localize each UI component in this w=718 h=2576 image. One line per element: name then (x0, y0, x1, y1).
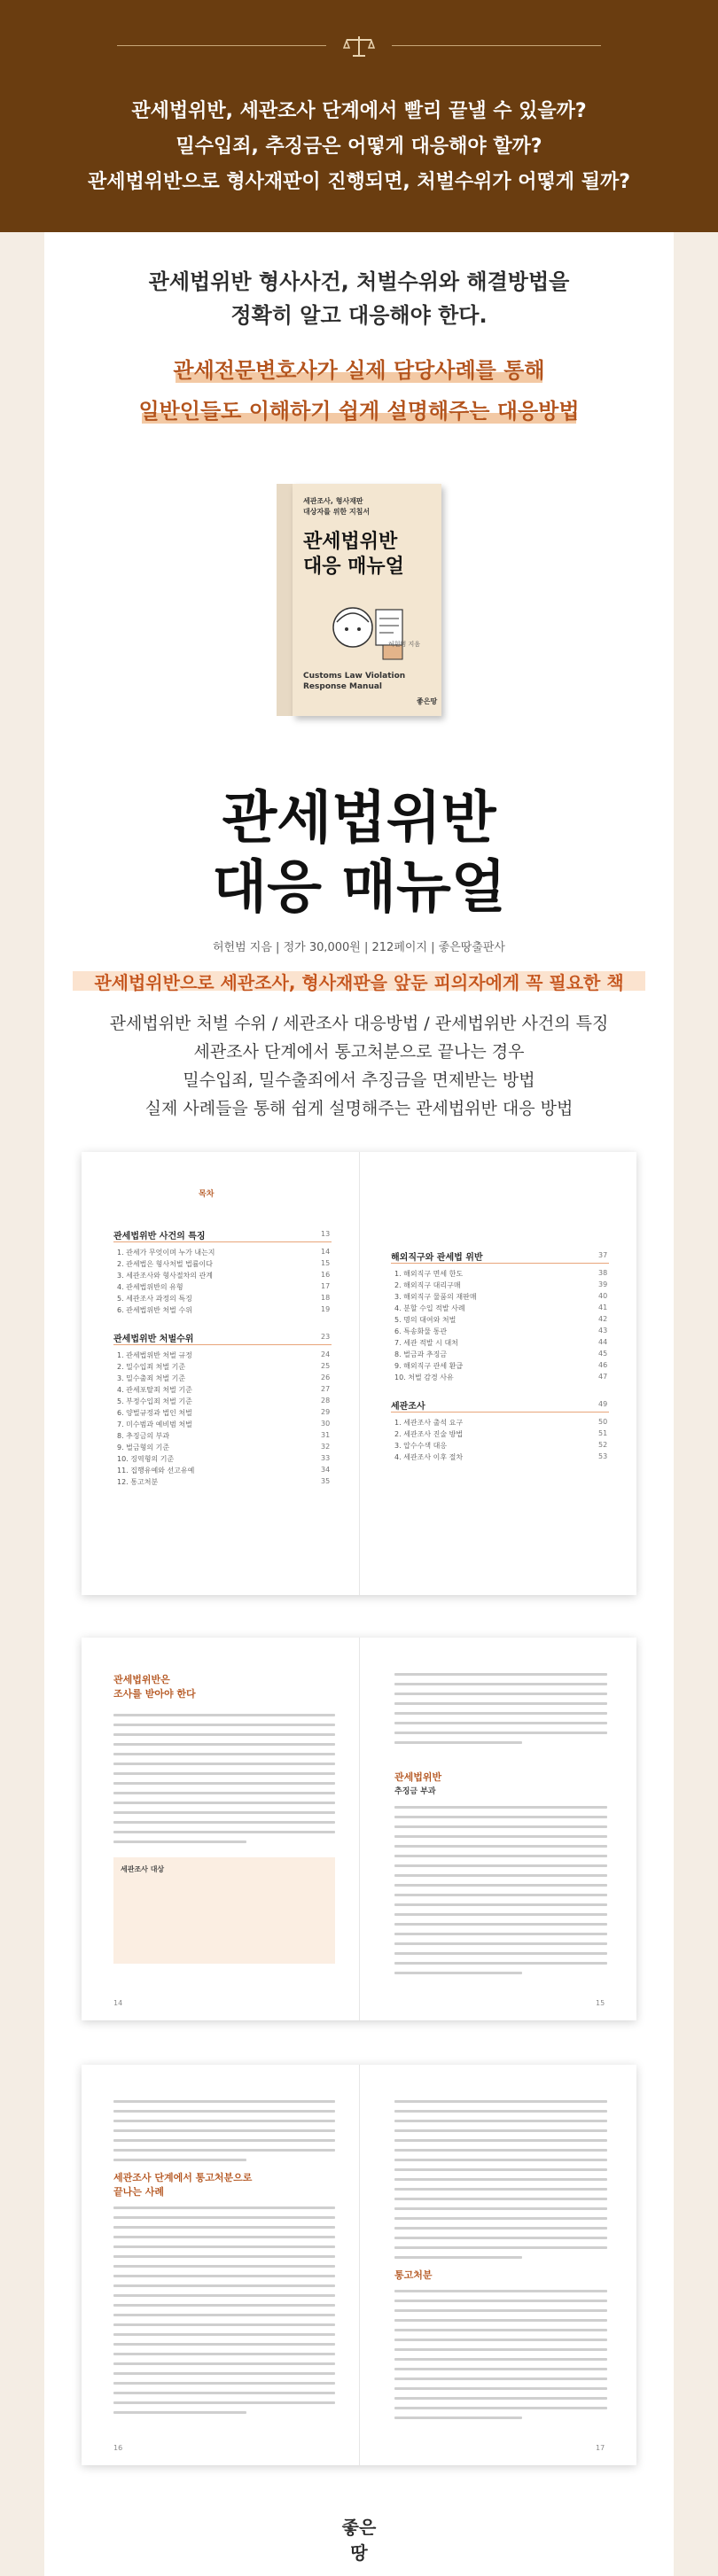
toc-rule (391, 1263, 609, 1264)
toc-section-title: 해외직구와 관세법 위반 (391, 1253, 483, 1263)
body-text-line (394, 2129, 607, 2132)
body-text-line (113, 2139, 335, 2142)
divider-left (117, 45, 326, 46)
body-text-line (113, 2110, 335, 2113)
body-text-line (113, 1831, 335, 1833)
spread2-right-title: 통고처분 (394, 2269, 433, 2281)
cover-illustration (319, 592, 417, 665)
body-text-line (394, 2300, 607, 2302)
toc-item: 6. 특송화물 통관 (394, 1327, 448, 1335)
body-text-line (394, 1874, 607, 1877)
body-text-line (113, 1841, 246, 1843)
toc-item-page: 33 (321, 1454, 331, 1462)
body-text-line (113, 1714, 335, 1716)
scales-icon (342, 34, 376, 58)
spread2-left-page-num: 16 (113, 2444, 123, 2452)
body-text-line (113, 2120, 335, 2122)
body-text-line (113, 2323, 335, 2326)
toc-item: 6. 양벌규정과 법인 처벌 (117, 1409, 192, 1417)
toc-item: 1. 관세가 무엇이며 누가 내는지 (117, 1249, 215, 1257)
body-text-line (394, 1722, 607, 1724)
body-text-line (394, 1741, 522, 1744)
toc-item-page: 18 (321, 1294, 331, 1302)
toc-item-page: 35 (321, 1477, 331, 1485)
body-text-line (394, 2348, 607, 2351)
toc-item: 2. 밀수입죄 처벌 기준 (117, 1363, 186, 1371)
toc-item: 3. 압수수색 대응 (394, 1442, 448, 1450)
body-text-line (394, 1903, 607, 1906)
body-text-line (113, 1772, 335, 1775)
body-text-line (394, 2416, 522, 2419)
toc-item-page: 32 (321, 1443, 331, 1451)
hero-banner (0, 0, 718, 232)
toc-item: 2. 해외직구 대리구매 (394, 1281, 461, 1289)
toc-item: 8. 벌금과 추징금 (394, 1350, 448, 1358)
toc-item-page: 41 (598, 1304, 608, 1311)
body-text-line (394, 2339, 607, 2341)
toc-item-page: 42 (598, 1315, 608, 1323)
body-text-line (113, 1753, 335, 1755)
spread1-left-page-num: 14 (113, 1999, 123, 2007)
body-text-line (113, 2362, 335, 2365)
body-spread-2 (82, 2065, 636, 2465)
toc-section-page: 49 (598, 1400, 608, 1408)
toc-item: 8. 추징금의 부과 (117, 1432, 170, 1440)
toc-item-page: 30 (321, 1420, 331, 1428)
toc-section-title: 관세법위반 사건의 특징 (113, 1232, 206, 1241)
body-text-line (113, 2100, 335, 2103)
toc-item-page: 27 (321, 1385, 331, 1393)
toc-item: 12. 통고처분 (117, 1478, 159, 1486)
toc-item: 3. 해외직구 물품의 재판매 (394, 1293, 477, 1301)
toc-item-page: 24 (321, 1350, 331, 1358)
intro-line-1: 관세법위반 형사사건, 처벌수위와 해결방법을 (148, 269, 570, 294)
intro-line-2: 정확히 알고 대응해야 한다. (230, 303, 488, 328)
body-text-line (394, 2168, 607, 2171)
toc-item: 4. 세관조사 이후 절차 (394, 1453, 464, 1461)
feature-4: 실제 사례들을 통해 쉽게 설명해주는 관세법위반 대응 방법 (144, 1099, 574, 1118)
toc-item: 9. 벌금형의 기준 (117, 1444, 170, 1451)
toc-item: 4. 분할 수입 적발 사례 (394, 1304, 465, 1312)
toc-item-page: 25 (321, 1362, 331, 1370)
hero-question-1: 관세법위반, 세관조사 단계에서 빨리 끝낼 수 있을까? (131, 100, 587, 122)
body-text-line (394, 1972, 522, 1974)
toc-item-page: 16 (321, 1271, 331, 1279)
toc-item: 6. 관세법위반 처벌 수위 (117, 1306, 192, 1314)
body-text-line (113, 2333, 335, 2336)
body-text-line (394, 1673, 607, 1676)
body-text-line (113, 2149, 335, 2152)
body-text-line (113, 2284, 335, 2287)
body-text-line (394, 2159, 607, 2161)
body-text-line (394, 1952, 607, 1955)
toc-left-page (82, 1152, 359, 1595)
body-text-line (394, 2110, 607, 2113)
toc-item-page: 51 (598, 1429, 608, 1437)
body-text-line (394, 1816, 607, 1818)
body-text-line (113, 1733, 335, 1736)
body-text-line (394, 1693, 607, 1695)
body-text-line (113, 1724, 335, 1726)
toc-section-page: 23 (321, 1333, 331, 1341)
toc-item: 3. 밀수출죄 처벌 기준 (117, 1374, 186, 1382)
body-text-line (394, 2120, 607, 2122)
toc-item: 1. 세관조사 출석 요구 (394, 1419, 464, 1427)
toc-item: 11. 집행유예와 선고유예 (117, 1467, 195, 1475)
toc-rule (113, 1241, 332, 1242)
body-text-line (113, 1743, 335, 1746)
body-text-line (113, 2275, 335, 2277)
body-text-line (113, 2294, 335, 2297)
cover-publisher: 좋은땅 (417, 697, 438, 705)
toc-item-page: 26 (321, 1374, 331, 1381)
body-text-line (113, 2265, 335, 2268)
book-spine (277, 484, 293, 716)
toc-item-page: 29 (321, 1408, 331, 1416)
body-text-line (394, 1933, 607, 1935)
orange-line-1: 관세전문변호사가 실제 담당사례를 통해 (173, 358, 545, 383)
body-text-line (394, 2368, 607, 2370)
divider-right (392, 45, 601, 46)
body-text-line (113, 1821, 335, 1824)
toc-item-page: 31 (321, 1431, 331, 1439)
body-text-line (113, 2343, 335, 2346)
feature-3: 밀수입죄, 밀수출죄에서 추징금을 면제받는 방법 (183, 1070, 535, 1090)
toc-item-page: 14 (321, 1248, 331, 1256)
toc-item-page: 46 (598, 1361, 608, 1369)
body-text-line (394, 2207, 607, 2210)
body-text-line (113, 1811, 335, 1814)
toc-item-page: 53 (598, 1452, 608, 1460)
body-text-line (113, 2401, 335, 2404)
toc-item: 3. 세관조사와 형사절차의 관계 (117, 1272, 213, 1280)
body-text-line (394, 2217, 607, 2220)
hero-question-2: 밀수입죄, 추징금은 어떻게 대응해야 할까? (176, 136, 542, 158)
toc-item: 1. 관세법위반 처벌 규정 (117, 1351, 192, 1359)
toc-item-page: 52 (598, 1441, 608, 1449)
cover-top-text-1: 세관조사, 형사재판 (303, 497, 363, 505)
body-text-line (113, 2206, 335, 2209)
publisher-logo: 좋은땅 (341, 2517, 377, 2564)
feature-2: 세관조사 단계에서 통고처분으로 끝나는 경우 (193, 1042, 525, 1062)
toc-item: 5. 세관조사 과정의 특징 (117, 1295, 192, 1303)
toc-item: 10. 처벌 감경 사유 (394, 1374, 454, 1381)
body-text-line (113, 1782, 335, 1785)
toc-item: 9. 해외직구 관세 환급 (394, 1362, 464, 1370)
body-text-line (394, 1962, 607, 1965)
body-text-line (113, 2392, 335, 2394)
toc-item: 7. 세관 적발 시 대처 (394, 1339, 458, 1347)
toc-item-page: 15 (321, 1259, 331, 1267)
spread1-note-box (113, 1857, 335, 1964)
spread-gutter (359, 2065, 360, 2465)
toc-item-page: 34 (321, 1466, 331, 1474)
body-text-line (113, 2226, 335, 2229)
toc-item-page: 45 (598, 1350, 608, 1358)
body-text-line (394, 2188, 607, 2191)
body-text-line (394, 1923, 607, 1926)
body-text-line (394, 2198, 607, 2200)
toc-item-page: 50 (598, 1418, 608, 1426)
toc-item-page: 44 (598, 1338, 608, 1346)
body-text-line (113, 2236, 335, 2238)
body-text-line (394, 1913, 607, 1916)
body-text-line (394, 2256, 522, 2259)
toc-item-page: 38 (598, 1269, 608, 1277)
body-text-line (394, 2100, 607, 2103)
body-text-line (113, 2159, 246, 2161)
body-text-line (113, 2382, 335, 2385)
orange-line-2: 일반인들도 이해하기 쉽게 설명해주는 대응방법 (138, 399, 580, 424)
toc-section-page: 13 (321, 1230, 331, 1238)
spread1-note-title: 세관조사 대상 (121, 1865, 165, 1873)
toc-section-title: 관세법위반 처벌수위 (113, 1335, 194, 1344)
body-text-line (394, 2246, 607, 2249)
body-text-line (113, 1792, 335, 1794)
body-text-line (394, 1712, 607, 1715)
toc-item: 5. 명의 대여와 처벌 (394, 1316, 457, 1324)
body-text-line (113, 2353, 335, 2355)
book-title-line-2: 대응 매뉴얼 (212, 855, 506, 921)
body-text-line (394, 2178, 607, 2181)
body-text-line (113, 2304, 335, 2307)
hero-question-3: 관세법위반으로 형사재판이 진행되면, 처벌수위가 어떻게 될까? (88, 171, 630, 193)
spread1-right-subtitle: 추징금 부과 (394, 1787, 436, 1796)
body-text-line (394, 1894, 607, 1896)
toc-section-title: 세관조사 (391, 1402, 425, 1412)
toc-item: 4. 관세포탈죄 처벌 기준 (117, 1386, 192, 1394)
toc-spread (82, 1152, 636, 1595)
cover-en-1: Customs Law Violation (303, 672, 406, 681)
book-cover (277, 484, 441, 716)
body-text-line (394, 1806, 607, 1809)
body-text-line (394, 2227, 607, 2230)
toc-item: 2. 세관조사 진술 방법 (394, 1430, 464, 1438)
body-text-line (394, 1835, 607, 1838)
body-text-line (394, 1845, 607, 1848)
body-text-line (113, 2255, 335, 2258)
body-text-line (394, 2139, 607, 2142)
body-text-line (394, 2309, 607, 2312)
book-meta: 허헌범 지음 | 정가 30,000원 | 212페이지 | 좋은땅출판사 (213, 941, 505, 954)
body-text-line (394, 2407, 607, 2409)
toc-rule (391, 1412, 609, 1413)
cover-en-2: Response Manual (303, 682, 383, 691)
body-text-line (394, 2319, 607, 2322)
book-front (293, 484, 441, 716)
body-text-line (394, 1884, 607, 1887)
cover-top-text-2: 대상자를 위한 지침서 (303, 508, 371, 516)
toc-item: 5. 부정수입죄 처벌 기준 (117, 1397, 192, 1405)
body-text-line (394, 2290, 607, 2292)
cover-author: 허헌범 지음 (388, 641, 421, 648)
body-text-line (113, 2129, 335, 2132)
book-title-line-1: 관세법위반 (222, 786, 496, 852)
body-text-line (394, 1683, 607, 1685)
body-text-line (113, 2245, 335, 2248)
body-text-line (113, 1763, 335, 1765)
spread1-right-page-num: 15 (596, 1999, 605, 2007)
toc-item: 7. 미수범과 예비범 처벌 (117, 1420, 192, 1428)
toc-item-page: 17 (321, 1282, 331, 1290)
body-text-line (113, 2411, 246, 2414)
body-text-line (394, 1942, 607, 1945)
spread2-left-title: 세관조사 단계에서 통고처분으로 끝나는 사례 (113, 2172, 253, 2198)
toc-item-page: 28 (321, 1397, 331, 1405)
toc-item-page: 43 (598, 1327, 608, 1335)
toc-item-page: 47 (598, 1373, 608, 1381)
body-text-line (394, 1732, 607, 1734)
toc-item: 10. 징역형의 기준 (117, 1455, 175, 1463)
body-text-line (394, 2378, 607, 2380)
toc-heading: 목차 (199, 1190, 215, 1199)
body-text-line (113, 2216, 335, 2219)
body-text-line (394, 2387, 607, 2390)
toc-item: 2. 관세법은 형사처벌 법률이다 (117, 1260, 213, 1268)
body-text-line (394, 1825, 607, 1828)
feature-1: 관세법위반 처벌 수위 / 세관조사 대응방법 / 관세법위반 사건의 특징 (109, 1014, 609, 1033)
toc-right-page (359, 1152, 636, 1595)
body-text-line (113, 1802, 335, 1804)
body-text-line (394, 1864, 607, 1867)
spread1-left-title: 관세법위반은 조사를 받아야 한다 (113, 1674, 196, 1700)
body-text-line (394, 2237, 607, 2239)
toc-item-page: 39 (598, 1280, 608, 1288)
toc-item: 1. 해외직구 면세 한도 (394, 1270, 464, 1278)
body-text-line (394, 2329, 607, 2331)
body-text-line (394, 1855, 607, 1857)
body-text-line (394, 1702, 607, 1705)
toc-section-page: 37 (598, 1251, 608, 1259)
body-text-line (113, 2372, 335, 2375)
cover-title-1: 관세법위반 (303, 531, 398, 553)
body-spread-1 (82, 1638, 636, 2020)
body-text-line (394, 2149, 607, 2152)
spread-gutter (359, 1638, 360, 2020)
toc-item: 4. 관세법위반의 유형 (117, 1283, 183, 1291)
toc-rule (113, 1344, 332, 1345)
body-text-line (394, 2397, 607, 2400)
toc-item-page: 19 (321, 1305, 331, 1313)
body-text-line (394, 2358, 607, 2361)
spread1-right-title: 관세법위반 (394, 1771, 442, 1783)
body-text-line (113, 2314, 335, 2316)
cover-title-2: 대응 매뉴얼 (303, 556, 404, 578)
key-highlight: 관세법위반으로 세관조사, 형사재판을 앞둔 피의자에게 꼭 필요한 책 (94, 972, 624, 993)
toc-item-page: 40 (598, 1292, 608, 1300)
spread2-right-page-num: 17 (596, 2444, 605, 2452)
